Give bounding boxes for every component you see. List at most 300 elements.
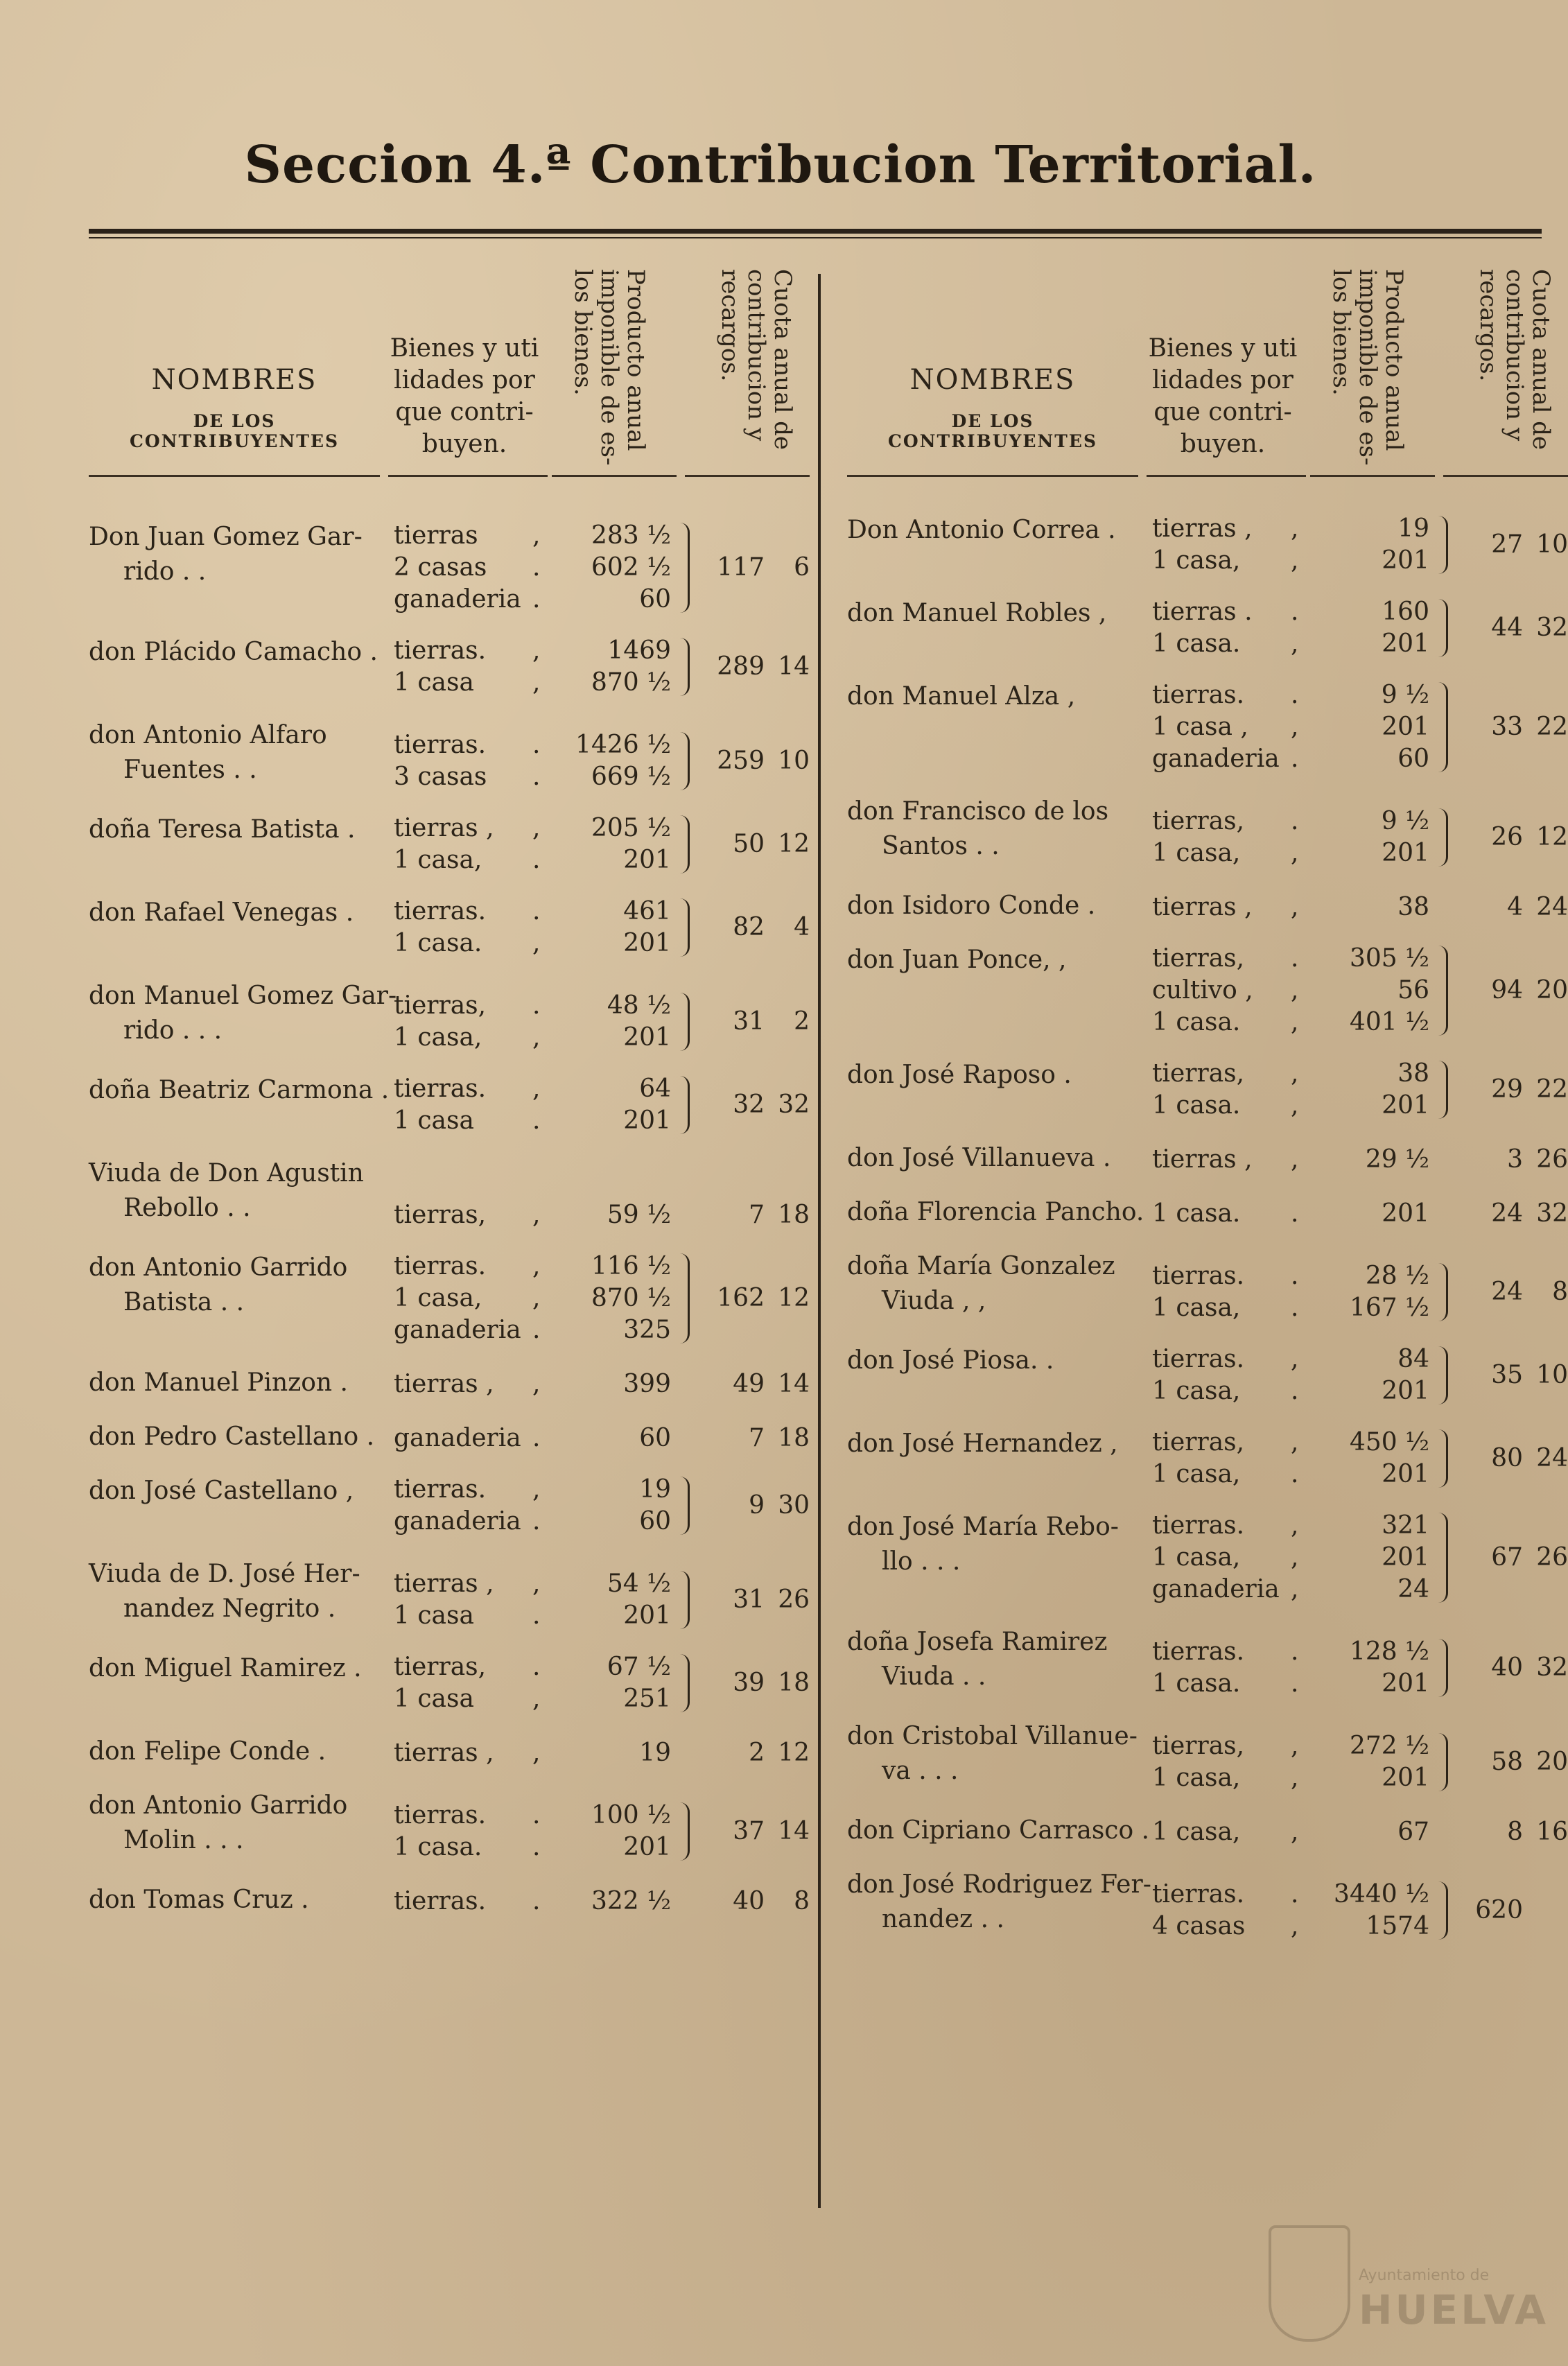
property-list <box>1152 891 1568 923</box>
quota-maravedis: 14 <box>778 1817 810 1845</box>
header-bienes-line: lidades por <box>1152 366 1293 394</box>
header-bienes-line: Bienes y uti <box>1148 334 1298 363</box>
property-list <box>1152 1816 1568 1848</box>
property-kind: 1 casa <box>394 668 474 697</box>
property-kind: 1 casa , <box>1152 713 1248 741</box>
property-value: 60 <box>1397 745 1429 773</box>
property-separator: . <box>1291 1377 1299 1405</box>
property-value: 201 <box>1382 713 1429 741</box>
property-list <box>1152 806 1568 869</box>
quota-cell <box>1152 679 1568 775</box>
quota-reales: 24 <box>1491 1199 1523 1228</box>
property-value: 201 <box>1382 1091 1429 1120</box>
property-separator: , <box>1291 514 1299 543</box>
table-row <box>89 896 810 959</box>
property-value: 56 <box>1397 976 1429 1004</box>
contributor-name-line: va . . . <box>882 1757 959 1785</box>
property-kind: 1 casa, <box>1152 1377 1241 1405</box>
quota-cell <box>1152 1730 1568 1794</box>
property-separator: , <box>532 1023 541 1052</box>
contributor-name <box>847 1058 1145 1093</box>
header-bienes-line: lidades por <box>394 366 535 394</box>
property-value: 38 <box>1397 1059 1429 1088</box>
property-kind: 1 casa, <box>1152 1460 1241 1488</box>
property-value: 3440 ½ <box>1334 1880 1429 1908</box>
property-separator: . <box>532 991 541 1020</box>
property-separator: , <box>1291 839 1299 867</box>
property-separator: . <box>532 585 541 614</box>
property-kind: ganaderia <box>1152 745 1280 773</box>
property-kind: tierras. <box>394 731 487 759</box>
property-list <box>394 1474 810 1538</box>
table-row <box>89 979 810 1054</box>
quota-cell <box>1152 1058 1568 1122</box>
quota-maravedis: 26 <box>1536 1145 1568 1174</box>
header-rule <box>1147 475 1306 477</box>
property-list <box>1152 1198 1568 1230</box>
contributor-name-line: don José Raposo . <box>847 1061 1072 1089</box>
quota-reales: 40 <box>1491 1653 1523 1682</box>
property-list <box>394 1651 810 1715</box>
table-row <box>847 679 1568 775</box>
quota-maravedis: 6 <box>794 553 810 582</box>
property-separator: , <box>532 929 541 957</box>
property-kind: 1 casa <box>394 1601 474 1630</box>
property-separator: . <box>1291 1294 1299 1322</box>
contributor-name-line: Don Juan Gomez Gar- <box>89 523 363 551</box>
property-value: 602 ½ <box>591 553 671 582</box>
property-separator: . <box>1291 807 1299 835</box>
quota-maravedis: 14 <box>778 652 810 681</box>
property-value: 305 ½ <box>1349 944 1429 973</box>
quota-maravedis: 14 <box>778 1370 810 1398</box>
property-value: 128 ½ <box>1349 1637 1429 1666</box>
property-separator: . <box>1291 1669 1299 1698</box>
property-separator: , <box>532 636 541 665</box>
header-rule <box>89 475 380 477</box>
property-kind: tierras , <box>1152 514 1253 543</box>
property-separator: , <box>532 814 541 842</box>
contributor-name <box>89 979 397 1048</box>
table-row <box>89 520 810 616</box>
property-separator: , <box>532 1370 541 1398</box>
contributor-name-line: don Antonio Alfaro <box>89 721 327 749</box>
property-value: 325 <box>623 1316 671 1344</box>
quota-reales: 67 <box>1491 1543 1523 1572</box>
property-value: 48 ½ <box>607 991 671 1020</box>
property-value: 1469 <box>607 636 671 665</box>
table-row <box>847 1868 1568 1942</box>
quota-reales: 4 <box>1507 893 1523 921</box>
table-row <box>847 596 1568 660</box>
table-row <box>89 1883 810 1917</box>
header-bienes-line: que contri- <box>395 398 534 426</box>
contributor-name-line: llo . . . <box>882 1547 961 1576</box>
contributor-name <box>847 1625 1145 1694</box>
property-list <box>394 896 810 959</box>
header-rule <box>1443 475 1568 477</box>
property-separator: . <box>1291 944 1299 973</box>
header-cuota: Cuota anual de contribucion y recargos. <box>716 269 796 451</box>
header-rule <box>1310 475 1435 477</box>
property-value: 205 ½ <box>591 814 671 842</box>
property-separator: . <box>532 1653 541 1681</box>
property-value: 201 <box>1382 1764 1429 1792</box>
header-rule <box>552 475 677 477</box>
property-kind: 1 casa. <box>1152 1199 1241 1228</box>
table-row <box>89 635 810 699</box>
quota-maravedis: 20 <box>1536 976 1568 1004</box>
quota-cell <box>1152 891 1568 923</box>
quota-maravedis: 8 <box>1552 1278 1568 1306</box>
property-kind: 1 casa, <box>394 846 482 874</box>
contributor-name-line: Santos . . <box>882 832 1000 860</box>
property-separator: . <box>1291 1199 1299 1228</box>
header-rule <box>847 475 1138 477</box>
table-row <box>89 1789 810 1863</box>
property-value: 399 <box>623 1370 671 1398</box>
property-value: 272 ½ <box>1349 1732 1429 1760</box>
property-value: 461 <box>623 897 671 925</box>
property-separator: , <box>532 668 541 697</box>
property-separator: . <box>532 1424 541 1452</box>
quota-cell <box>1152 513 1568 577</box>
property-kind: 1 casa, <box>394 1284 482 1312</box>
quota-maravedis: 18 <box>778 1424 810 1452</box>
quota-reales: 27 <box>1491 530 1523 559</box>
table-row <box>847 1249 1568 1324</box>
contributor-name-line: Viuda de Don Agustin <box>89 1159 364 1188</box>
quota-cell <box>1152 1816 1568 1848</box>
table-row <box>847 1141 1568 1176</box>
table-row <box>89 1557 810 1632</box>
property-kind: tierras. <box>394 636 487 665</box>
contributor-name <box>847 679 1145 714</box>
contributor-name-line: Viuda , , <box>882 1287 986 1315</box>
contributor-name <box>89 718 387 788</box>
contributor-name-line: don Cipriano Carrasco . <box>847 1816 1150 1845</box>
property-kind: tierras. <box>1152 1345 1245 1373</box>
property-separator: , <box>1291 1732 1299 1760</box>
quota-maravedis: 32 <box>1536 1653 1568 1682</box>
header-bienes <box>1147 333 1299 460</box>
quota-maravedis: 8 <box>794 1887 810 1915</box>
property-value: 1574 <box>1366 1912 1429 1940</box>
table-row <box>89 718 810 793</box>
quota-maravedis: 22 <box>1536 713 1568 741</box>
quota-reales: 2 <box>749 1739 765 1767</box>
header-producto: Producto anual imponible de es- los bienes. <box>569 269 650 466</box>
property-separator: , <box>1291 1059 1299 1088</box>
property-list <box>394 812 810 876</box>
quota-cell <box>394 1800 810 1863</box>
quota-reales: 24 <box>1491 1278 1523 1306</box>
table-row <box>847 1510 1568 1606</box>
contributor-name-line: Rebollo . . <box>123 1194 251 1222</box>
right-column-header <box>847 256 1568 478</box>
quota-cell <box>394 1651 810 1715</box>
property-value: 870 ½ <box>591 668 671 697</box>
property-separator: , <box>1291 546 1299 575</box>
quota-reales: 32 <box>733 1090 765 1119</box>
property-kind: tierras , <box>1152 1145 1253 1174</box>
contributor-name-line: don Rafael Venegas . <box>89 898 354 927</box>
quota-maravedis: 20 <box>1536 1748 1568 1776</box>
contributor-name <box>89 1651 387 1686</box>
property-list <box>1152 1636 1568 1700</box>
property-kind: ganaderia <box>394 1424 521 1452</box>
property-list <box>1152 1343 1568 1407</box>
quota-maravedis: 12 <box>778 830 810 858</box>
stamp-line2: HUELVA <box>1359 2286 1549 2333</box>
property-separator: , <box>532 1252 541 1280</box>
quota-maravedis: 10 <box>1536 1361 1568 1389</box>
contributor-name-line: rido . . <box>123 557 207 586</box>
quota-reales: 259 <box>717 747 765 775</box>
property-kind: 1 casa <box>394 1106 474 1135</box>
quota-maravedis: 18 <box>778 1669 810 1697</box>
property-value: 201 <box>1382 839 1429 867</box>
property-separator: . <box>532 1316 541 1344</box>
property-separator: . <box>532 1601 541 1630</box>
quota-reales: 7 <box>749 1424 765 1452</box>
property-list <box>394 1199 810 1231</box>
quota-reales: 9 <box>749 1491 765 1520</box>
quota-cell <box>394 635 810 699</box>
property-list <box>394 1073 810 1137</box>
property-kind: tierras, <box>394 1201 487 1229</box>
quota-cell <box>394 1423 810 1454</box>
contributor-name <box>847 596 1145 631</box>
property-separator: , <box>1291 1428 1299 1456</box>
quota-maravedis: 26 <box>778 1585 810 1614</box>
quota-reales: 26 <box>1491 823 1523 851</box>
property-list <box>1152 1260 1568 1324</box>
quota-maravedis: 30 <box>778 1491 810 1520</box>
contributor-name-line: doña María Gonzalez <box>847 1252 1115 1280</box>
property-value: 201 <box>623 1106 671 1135</box>
property-value: 19 <box>639 1475 671 1504</box>
contributor-name <box>89 896 387 930</box>
property-kind: ganaderia <box>394 1507 521 1536</box>
property-list <box>1152 1510 1568 1606</box>
property-value: 201 <box>623 846 671 874</box>
contributor-name <box>89 1883 387 1917</box>
table-row <box>89 1474 810 1538</box>
property-value: 54 ½ <box>607 1569 671 1598</box>
contributor-name-line: don José Castellano , <box>89 1477 354 1505</box>
contributor-name <box>847 1249 1145 1319</box>
property-value: 60 <box>639 1424 671 1452</box>
property-value: 9 ½ <box>1381 681 1429 709</box>
property-kind: tierras. <box>1152 1511 1245 1540</box>
property-separator: , <box>532 521 541 550</box>
property-kind: tierras . <box>1152 598 1253 626</box>
quota-maravedis: 12 <box>778 1739 810 1767</box>
contributor-name-line: doña Beatriz Carmona . <box>89 1076 390 1104</box>
property-kind: tierras. <box>1152 681 1245 709</box>
contributor-name <box>89 1557 387 1626</box>
property-value: 60 <box>639 1507 671 1536</box>
contributor-name-line: Don Antonio Correa . <box>847 516 1116 544</box>
property-list <box>394 1251 810 1346</box>
property-kind: 2 casas <box>394 553 487 582</box>
property-kind: ganaderia <box>394 585 521 614</box>
property-value: 116 ½ <box>591 1252 671 1280</box>
contributor-name <box>847 889 1145 923</box>
contributor-name <box>89 1734 387 1769</box>
contributor-name-line: don José Hernandez , <box>847 1429 1118 1458</box>
column-divider <box>818 274 821 2208</box>
property-kind: tierras. <box>394 1887 487 1915</box>
quota-cell <box>1152 1198 1568 1230</box>
quota-cell <box>394 729 810 793</box>
quota-reales: 35 <box>1491 1361 1523 1389</box>
table-row <box>847 513 1568 577</box>
header-rule <box>685 475 810 477</box>
contributor-name <box>89 1789 387 1858</box>
quota-cell <box>1152 806 1568 869</box>
property-list <box>394 1800 810 1863</box>
property-kind: tierras , <box>394 814 494 842</box>
header-names <box>847 364 1138 451</box>
top-rule <box>89 229 1542 234</box>
property-separator: , <box>1291 1818 1299 1846</box>
property-list <box>394 1886 810 1917</box>
left-column-header <box>89 256 810 478</box>
property-list <box>394 1737 810 1769</box>
contributor-name-line: don Pedro Castellano . <box>89 1423 375 1451</box>
contributor-name-line: nandez Negrito . <box>123 1594 336 1623</box>
property-value: 201 <box>1382 1543 1429 1572</box>
property-value: 283 ½ <box>591 521 671 550</box>
quota-cell <box>1152 943 1568 1038</box>
table-row <box>847 1195 1568 1230</box>
right-column <box>847 256 1568 2232</box>
contributor-name-line: don Antonio Garrido <box>89 1253 348 1282</box>
contributor-name <box>847 943 1145 977</box>
table-row <box>89 1156 810 1231</box>
contributor-name-line: don Isidoro Conde . <box>847 891 1096 920</box>
property-kind: 1 casa. <box>1152 629 1241 658</box>
property-kind: cultivo , <box>1152 976 1253 1004</box>
property-kind: tierras. <box>394 1475 487 1504</box>
left-column <box>89 256 810 2232</box>
property-separator: , <box>1291 1575 1299 1603</box>
property-list <box>394 729 810 793</box>
contributor-name <box>89 635 387 670</box>
contributor-name-line: don Cristobal Villanue- <box>847 1722 1138 1750</box>
property-kind: 1 casa <box>394 1685 474 1713</box>
property-kind: 1 casa, <box>394 1023 482 1052</box>
quota-maravedis: 32 <box>1536 1199 1568 1228</box>
quota-maravedis: 22 <box>1536 1075 1568 1104</box>
property-separator: , <box>1291 1511 1299 1540</box>
property-separator: , <box>532 1685 541 1713</box>
quota-reales: 82 <box>733 913 765 941</box>
contributor-name <box>847 1343 1145 1378</box>
property-separator: , <box>1291 1764 1299 1792</box>
quota-cell <box>394 1568 810 1632</box>
quota-cell <box>394 1737 810 1769</box>
quota-reales: 289 <box>717 652 765 681</box>
quota-reales: 162 <box>717 1284 765 1312</box>
contributor-name-line: Molin . . . <box>123 1826 244 1854</box>
table-row <box>89 812 810 876</box>
contributor-name <box>847 794 1145 864</box>
contributor-name-line: don Francisco de los <box>847 797 1109 826</box>
property-value: 321 <box>1382 1511 1429 1540</box>
quota-reales: 8 <box>1507 1818 1523 1846</box>
property-kind: tierras , <box>394 1370 494 1398</box>
quota-cell <box>1152 1879 1568 1942</box>
contributor-name <box>847 1195 1145 1230</box>
header-bienes-line: buyen. <box>421 430 507 458</box>
contributor-name <box>89 1474 387 1508</box>
property-list <box>1152 513 1568 577</box>
property-list <box>1152 943 1568 1038</box>
property-separator: . <box>1291 1262 1299 1290</box>
contributor-name-line: don Plácido Camacho . <box>89 638 378 666</box>
quota-cell <box>394 896 810 959</box>
property-kind: tierras, <box>1152 944 1245 973</box>
property-value: 201 <box>623 1023 671 1052</box>
table-row <box>89 1366 810 1400</box>
property-kind: 1 casa, <box>1152 1543 1241 1572</box>
contributor-name-line: Batista . . <box>123 1288 245 1316</box>
quota-maravedis: 18 <box>778 1201 810 1229</box>
quota-reales: 80 <box>1491 1444 1523 1472</box>
property-separator: . <box>1291 745 1299 773</box>
contributor-name-line: don Manuel Robles , <box>847 599 1107 627</box>
contributor-name-line: don Miguel Ramirez . <box>89 1654 362 1682</box>
quota-maravedis: 32 <box>1536 614 1568 642</box>
quota-cell <box>394 1886 810 1917</box>
property-separator: . <box>1291 1637 1299 1666</box>
property-separator: . <box>532 553 541 582</box>
quota-reales: 33 <box>1491 713 1523 741</box>
quota-maravedis: 12 <box>1536 823 1568 851</box>
contributor-name-line: don José María Rebo- <box>847 1513 1119 1541</box>
contributor-name-line: don Manuel Gomez Gar- <box>89 982 397 1010</box>
quota-cell <box>1152 1260 1568 1324</box>
property-value: 24 <box>1397 1575 1429 1603</box>
contributor-name <box>89 1366 387 1400</box>
property-value: 167 ½ <box>1349 1294 1429 1322</box>
quota-maravedis: 2 <box>794 1007 810 1036</box>
table-row <box>847 889 1568 923</box>
property-kind: tierras. <box>394 897 487 925</box>
property-separator: . <box>532 897 541 925</box>
property-kind: tierras, <box>394 1653 487 1681</box>
property-kind: tierras. <box>1152 1880 1245 1908</box>
property-value: 59 ½ <box>607 1201 671 1229</box>
quota-reales: 29 <box>1491 1075 1523 1104</box>
quota-reales: 94 <box>1491 976 1523 1004</box>
table-row <box>847 794 1568 869</box>
table-row <box>89 1651 810 1715</box>
property-separator: , <box>532 1284 541 1312</box>
property-kind: 4 casas <box>1152 1912 1246 1940</box>
quota-reales: 620 <box>1475 1896 1523 1924</box>
quota-maravedis: 16 <box>1536 1818 1568 1846</box>
property-separator: , <box>532 1075 541 1103</box>
property-value: 19 <box>639 1739 671 1767</box>
property-kind: ganaderia <box>1152 1575 1280 1603</box>
property-value: 9 ½ <box>1381 807 1429 835</box>
property-separator: , <box>532 1201 541 1229</box>
property-value: 201 <box>1382 1199 1429 1228</box>
